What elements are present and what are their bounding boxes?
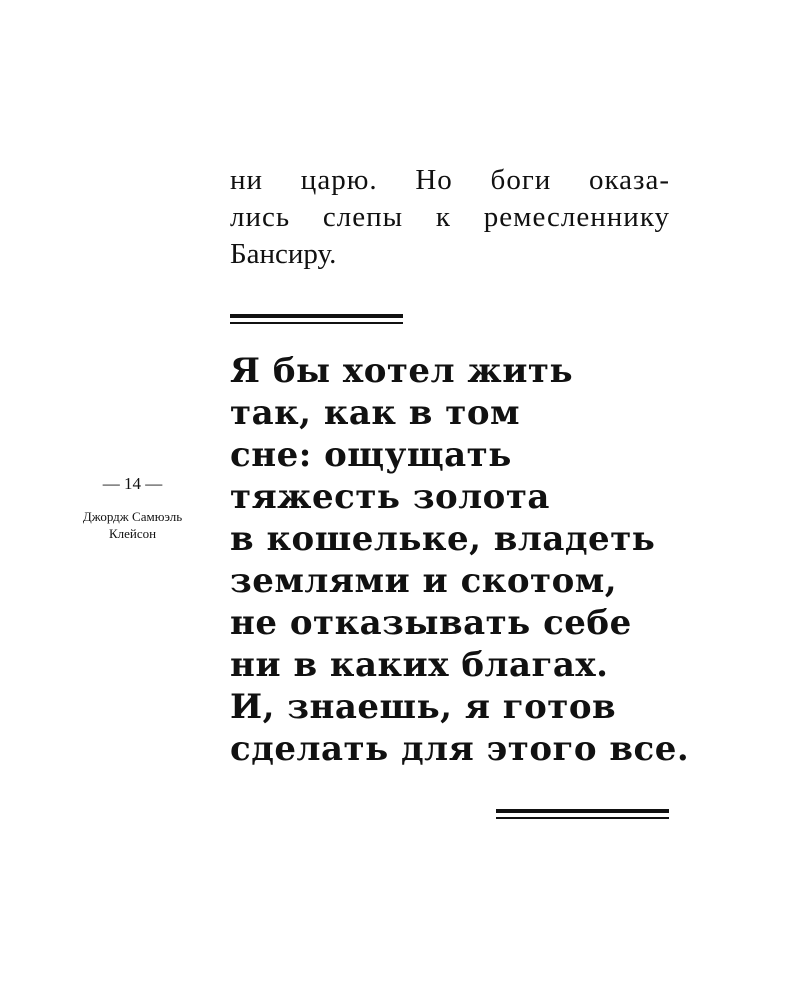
page-number: — 14 —	[102, 474, 163, 493]
pull-quote-line: в кошельке, владеть	[230, 519, 656, 559]
body-text	[230, 162, 670, 273]
pull-quote-line: сне: ощущать	[230, 435, 512, 475]
quote-top-rule	[230, 314, 403, 324]
running-head-author-surname: Клейсон	[108, 526, 157, 541]
pull-quote-line: И, знаешь, я готов	[230, 687, 617, 727]
running-head-author: Джордж Самюэль	[82, 509, 183, 524]
pull-quote-line: сделать для этого все.	[230, 729, 690, 769]
pull-quote-line: не отказывать себе	[230, 603, 632, 643]
body-text-line: Бансиру.	[230, 238, 337, 270]
pull-quote-line: ни в каких благах.	[230, 645, 609, 685]
page-margin-meta	[55, 474, 210, 542]
pull-quote	[230, 350, 690, 770]
pull-quote-line: так, как в том	[230, 393, 521, 433]
pull-quote-line: тяжесть золота	[230, 477, 550, 517]
pull-quote-line: Я бы хотел жить	[230, 351, 574, 391]
body-text-line: лись слепы к ремесленнику	[230, 201, 670, 233]
pull-quote-line: землями и скотом,	[230, 561, 618, 601]
body-text-line: ни царю. Но боги оказа-	[230, 164, 670, 196]
quote-bottom-rule	[496, 809, 669, 819]
